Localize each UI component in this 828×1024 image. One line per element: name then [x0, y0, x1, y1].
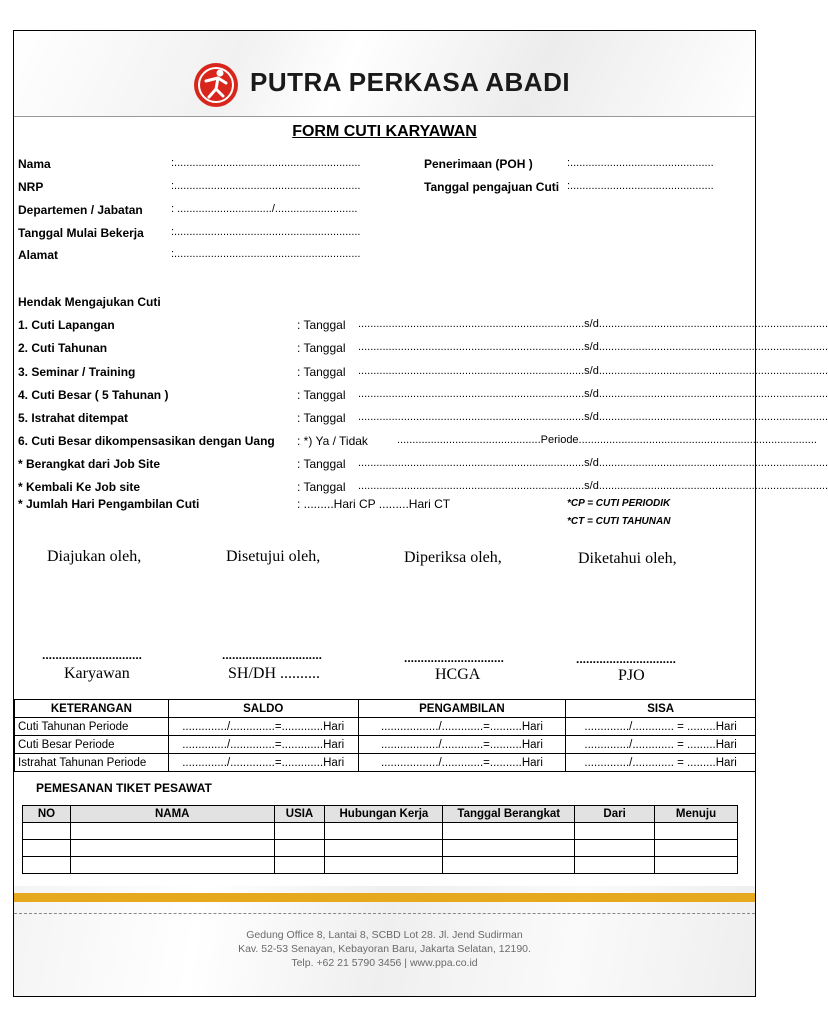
tiket-cell[interactable] — [325, 823, 443, 840]
tiket-cell[interactable] — [23, 840, 71, 857]
tiket-cell[interactable] — [575, 840, 655, 857]
tiket-cell[interactable] — [325, 857, 443, 874]
cuti-field: : Tanggal — [297, 480, 346, 494]
saldo-cell: Cuti Besar Periode — [15, 736, 169, 754]
cuti-label: * Berangkat dari Job Site — [18, 457, 161, 471]
sig-title: Diajukan oleh, — [47, 548, 142, 565]
tiket-heading: PEMESANAN TIKET PESAWAT — [36, 781, 212, 795]
footer-contact-line: Telp. +62 21 5790 3456 | www.ppa.co.id — [291, 957, 478, 969]
label-penerimaan: Penerimaan (POH ) — [424, 157, 533, 171]
sig-role: HCGA — [435, 666, 481, 683]
company-name: PUTRA PERKASA ABADI — [250, 67, 571, 97]
tiket-cell[interactable] — [274, 857, 325, 874]
cuti-fill[interactable]: ..........................................................................s/d........................................................................... — [358, 318, 828, 330]
cuti-label: 2. Cuti Tahunan — [18, 341, 108, 355]
cuti-field: : *) Ya / Tidak — [297, 434, 368, 448]
sig-line[interactable]: .............................. — [404, 651, 505, 665]
tiket-cell[interactable] — [70, 840, 274, 857]
saldo-cell[interactable]: ................../.............=..........Hari — [358, 754, 566, 772]
label-nama: Nama — [18, 157, 51, 171]
tiket-header: Dari — [575, 806, 655, 823]
sig-title: Diketahui oleh, — [578, 550, 677, 567]
label-nrp: NRP — [18, 180, 44, 194]
label-alamat: Alamat — [18, 248, 59, 262]
tiket-cell[interactable] — [443, 857, 575, 874]
tiket-header: Menuju — [655, 806, 738, 823]
cuti-fill[interactable]: ..........................................................................s/d........................................................................... — [358, 341, 828, 353]
footer-background — [14, 886, 755, 996]
sig-role: PJO — [618, 667, 645, 684]
cuti-fill[interactable]: ..........................................................................s/d........................................................................... — [358, 457, 828, 469]
sig-title: Diperiksa oleh, — [404, 549, 502, 566]
tiket-cell[interactable] — [274, 840, 325, 857]
cuti-field[interactable]: : .........Hari CP .........Hari CT — [297, 497, 451, 511]
tiket-header: Tanggal Berangkat — [443, 806, 575, 823]
footer-address-line: Gedung Office 8, Lantai 8, SCBD Lot 28. Jl. Jend Sudirman — [246, 929, 523, 941]
tiket-cell[interactable] — [443, 823, 575, 840]
tiket-cell[interactable] — [325, 840, 443, 857]
sig-line[interactable]: .............................. — [576, 652, 677, 666]
table-row[interactable] — [23, 840, 738, 857]
cuti-heading: Hendak Mengajukan Cuti — [18, 295, 161, 309]
sig-line[interactable]: .............................. — [42, 648, 143, 662]
saldo-cell[interactable]: ................../.............=..........Hari — [358, 736, 566, 754]
saldo-header-row — [15, 700, 756, 718]
ppa-logo-icon — [192, 61, 240, 109]
tiket-table — [22, 805, 738, 874]
note-cp: *CP = CUTI PERIODIK — [567, 498, 671, 509]
footer-divider — [14, 913, 755, 914]
field-tanggal-pengajuan[interactable]: :............................................... — [567, 180, 714, 192]
cuti-label: 6. Cuti Besar dikompensasikan dengan Uang — [18, 434, 275, 448]
form-sheet — [13, 30, 828, 997]
field-tanggal-mulai[interactable]: :............................................................. — [171, 226, 361, 238]
tiket-header: NAMA — [70, 806, 274, 823]
sig-role: SH/DH .......... — [228, 665, 321, 682]
label-tanggal-mulai: Tanggal Mulai Bekerja — [18, 226, 144, 240]
tiket-cell[interactable] — [70, 823, 274, 840]
table-row — [15, 718, 756, 736]
saldo-cell[interactable]: ............../............. = .........Hari — [566, 718, 756, 736]
cuti-label: * Jumlah Hari Pengambilan Cuti — [18, 497, 200, 511]
saldo-header: SISA — [566, 700, 756, 718]
cuti-field: : Tanggal — [297, 411, 346, 425]
cuti-fill[interactable]: ..........................................................................s/d........................................................................... — [358, 480, 828, 492]
table-row — [15, 736, 756, 754]
tiket-header-row — [23, 806, 738, 823]
tiket-header: NO — [23, 806, 71, 823]
cuti-fill[interactable]: ..........................................................................s/d........................................................................... — [358, 411, 828, 423]
tiket-cell[interactable] — [443, 840, 575, 857]
saldo-table — [14, 699, 756, 772]
tiket-header: USIA — [274, 806, 325, 823]
footer-gold-bar — [14, 893, 755, 902]
label-tanggal-pengajuan: Tanggal pengajuan Cuti — [424, 180, 560, 194]
table-row[interactable] — [23, 823, 738, 840]
tiket-cell[interactable] — [23, 857, 71, 874]
cuti-fill[interactable]: ...............................................Periode.............................................................................. — [397, 434, 817, 446]
cuti-field: : Tanggal — [297, 365, 346, 379]
cuti-label: * Kembali Ke Job site — [18, 480, 141, 494]
footer-address-line: Kav. 52-53 Senayan, Kebayoran Baru, Jakarta Selatan, 12190. — [238, 943, 531, 955]
saldo-cell[interactable]: ............../............. = .........Hari — [566, 754, 756, 772]
saldo-cell: Cuti Tahunan Periode — [15, 718, 169, 736]
table-row[interactable] — [23, 857, 738, 874]
cuti-fill[interactable]: ..........................................................................s/d........................................................................... — [358, 365, 828, 377]
tiket-cell[interactable] — [274, 823, 325, 840]
cuti-field: : Tanggal — [297, 388, 346, 402]
tiket-cell[interactable] — [23, 823, 71, 840]
field-alamat[interactable]: :............................................................. — [171, 248, 361, 260]
letterhead — [14, 31, 755, 117]
label-departemen: Departemen / Jabatan — [18, 203, 143, 217]
cuti-label: 5. Istrahat ditempat — [18, 411, 129, 425]
saldo-cell: Istrahat Tahunan Periode — [15, 754, 169, 772]
field-penerimaan[interactable]: :............................................... — [567, 157, 714, 169]
tiket-cell[interactable] — [655, 823, 738, 840]
tiket-cell[interactable] — [575, 857, 655, 874]
sig-line[interactable]: .............................. — [222, 648, 323, 662]
tiket-cell[interactable] — [70, 857, 274, 874]
cuti-label: 3. Seminar / Training — [18, 365, 136, 379]
cuti-label: 1. Cuti Lapangan — [18, 318, 115, 332]
tiket-cell[interactable] — [655, 840, 738, 857]
cuti-field: : Tanggal — [297, 341, 346, 355]
cuti-field: : Tanggal — [297, 318, 346, 332]
saldo-header: PENGAMBILAN — [358, 700, 566, 718]
tiket-cell[interactable] — [575, 823, 655, 840]
note-ct: *CT = CUTI TAHUNAN — [567, 516, 671, 527]
sig-title: Disetujui oleh, — [226, 548, 321, 565]
saldo-cell[interactable]: ............../..............=.............Hari — [168, 736, 358, 754]
table-row — [15, 754, 756, 772]
cuti-label: 4. Cuti Besar ( 5 Tahunan ) — [18, 388, 169, 402]
sig-role: Karyawan — [64, 665, 130, 682]
tiket-cell[interactable] — [655, 857, 738, 874]
field-nrp[interactable]: :............................................................. — [171, 180, 361, 192]
saldo-header: KETERANGAN — [15, 700, 169, 718]
field-departemen[interactable]: : .............................../........................... — [171, 203, 358, 215]
field-nama[interactable]: :............................................................. — [171, 157, 361, 169]
cuti-field: : Tanggal — [297, 457, 346, 471]
saldo-cell[interactable]: ............../............. = .........Hari — [566, 736, 756, 754]
saldo-cell[interactable]: ............../..............=.............Hari — [168, 754, 358, 772]
saldo-cell[interactable]: ................../.............=..........Hari — [358, 718, 566, 736]
cuti-fill[interactable]: ..........................................................................s/d........................................................................... — [358, 388, 828, 400]
tiket-header: Hubungan Kerja — [325, 806, 443, 823]
saldo-cell[interactable]: ............../..............=.............Hari — [168, 718, 358, 736]
saldo-header: SALDO — [168, 700, 358, 718]
form-title: FORM CUTI KARYAWAN — [292, 123, 477, 140]
